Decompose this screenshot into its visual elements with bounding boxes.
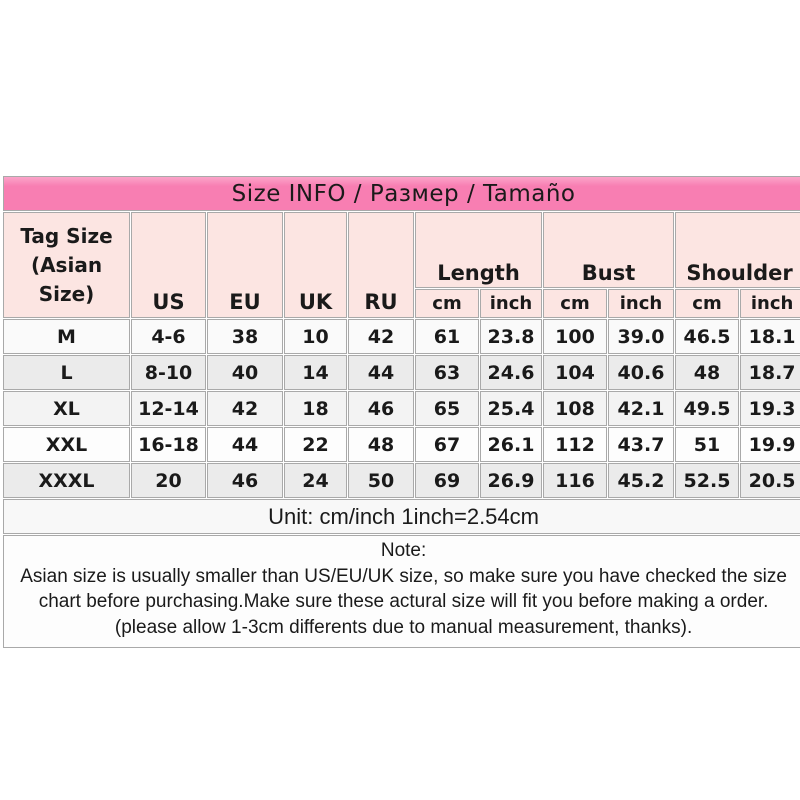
- measure-header-shoulder: Shoulder: [675, 212, 800, 288]
- tag-size-cell: XXL: [3, 427, 130, 462]
- unit-header-length-cm: cm: [415, 289, 479, 318]
- eu-size-cell: 44: [207, 427, 283, 462]
- length-inch-cell: 26.9: [480, 463, 542, 498]
- measure-header-bust: Bust: [543, 212, 674, 288]
- unit-header-bust-inch: inch: [608, 289, 674, 318]
- shoulder-cm-cell: 46.5: [675, 319, 739, 354]
- eu-size-cell: 42: [207, 391, 283, 426]
- region-header-uk: UK: [284, 212, 347, 318]
- shoulder-cm-cell: 51: [675, 427, 739, 462]
- uk-size-cell: 10: [284, 319, 347, 354]
- unit-header-shoulder-cm: cm: [675, 289, 739, 318]
- tag-size-cell: M: [3, 319, 130, 354]
- length-inch-cell: 23.8: [480, 319, 542, 354]
- eu-size-cell: 46: [207, 463, 283, 498]
- shoulder-inch-cell: 19.9: [740, 427, 800, 462]
- note-title: Note:: [380, 540, 427, 561]
- ru-size-cell: 46: [348, 391, 414, 426]
- ru-size-cell: 50: [348, 463, 414, 498]
- unit-note-row: [3, 499, 800, 534]
- ru-size-cell: 48: [348, 427, 414, 462]
- tag-size-cell: L: [3, 355, 130, 390]
- region-header-us: US: [131, 212, 206, 318]
- uk-size-cell: 14: [284, 355, 347, 390]
- us-size-cell: 4-6: [131, 319, 206, 354]
- unit-header-shoulder-inch: inch: [740, 289, 800, 318]
- bust-inch-cell: 39.0: [608, 319, 674, 354]
- us-size-cell: 16-18: [131, 427, 206, 462]
- bust-cm-cell: 108: [543, 391, 607, 426]
- region-header-ru: RU: [348, 212, 414, 318]
- shoulder-cm-cell: 48: [675, 355, 739, 390]
- unit-note: Unit: cm/inch 1inch=2.54cm: [3, 499, 800, 534]
- ru-size-cell: 42: [348, 319, 414, 354]
- length-cm-cell: 67: [415, 427, 479, 462]
- eu-size-cell: 40: [207, 355, 283, 390]
- tag-size-cell: XL: [3, 391, 130, 426]
- group-header-row: [3, 212, 800, 288]
- bust-inch-cell: 42.1: [608, 391, 674, 426]
- shoulder-inch-cell: 20.5: [740, 463, 800, 498]
- size-row-xl: [3, 391, 800, 426]
- note-body: Asian size is usually smaller than US/EU/UK size, so make sure you have checked the size chart before purchasing.Make sure these actural size will fit you before making a order.(please allow 1-3cm differents due to manual measurement, thanks).: [20, 565, 787, 638]
- size-row-xxxl: [3, 463, 800, 498]
- bust-cm-cell: 100: [543, 319, 607, 354]
- shoulder-inch-cell: 19.3: [740, 391, 800, 426]
- us-size-cell: 8-10: [131, 355, 206, 390]
- us-size-cell: 20: [131, 463, 206, 498]
- bust-cm-cell: 104: [543, 355, 607, 390]
- us-size-cell: 12-14: [131, 391, 206, 426]
- corner-header-tag-size: Tag Size (Asian Size): [3, 212, 130, 318]
- title-row: [3, 176, 800, 211]
- tag-size-cell: XXXL: [3, 463, 130, 498]
- size-chart-container: [2, 175, 797, 649]
- bust-cm-cell: 112: [543, 427, 607, 462]
- region-header-eu: EU: [207, 212, 283, 318]
- note-cell: [3, 535, 800, 648]
- length-cm-cell: 61: [415, 319, 479, 354]
- bust-inch-cell: 40.6: [608, 355, 674, 390]
- size-row-m: [3, 319, 800, 354]
- uk-size-cell: 24: [284, 463, 347, 498]
- shoulder-inch-cell: 18.7: [740, 355, 800, 390]
- note-row: [3, 535, 800, 648]
- size-row-xxl: [3, 427, 800, 462]
- length-cm-cell: 63: [415, 355, 479, 390]
- uk-size-cell: 22: [284, 427, 347, 462]
- bust-cm-cell: 116: [543, 463, 607, 498]
- size-row-l: [3, 355, 800, 390]
- unit-header-length-inch: inch: [480, 289, 542, 318]
- bust-inch-cell: 45.2: [608, 463, 674, 498]
- shoulder-cm-cell: 52.5: [675, 463, 739, 498]
- size-chart-table: [2, 175, 800, 649]
- length-inch-cell: 24.6: [480, 355, 542, 390]
- unit-header-bust-cm: cm: [543, 289, 607, 318]
- length-inch-cell: 26.1: [480, 427, 542, 462]
- length-cm-cell: 65: [415, 391, 479, 426]
- shoulder-inch-cell: 18.1: [740, 319, 800, 354]
- shoulder-cm-cell: 49.5: [675, 391, 739, 426]
- length-cm-cell: 69: [415, 463, 479, 498]
- measure-header-length: Length: [415, 212, 542, 288]
- table-title: Size INFO / Размер / Tamaño: [3, 176, 800, 211]
- ru-size-cell: 44: [348, 355, 414, 390]
- bust-inch-cell: 43.7: [608, 427, 674, 462]
- uk-size-cell: 18: [284, 391, 347, 426]
- eu-size-cell: 38: [207, 319, 283, 354]
- length-inch-cell: 25.4: [480, 391, 542, 426]
